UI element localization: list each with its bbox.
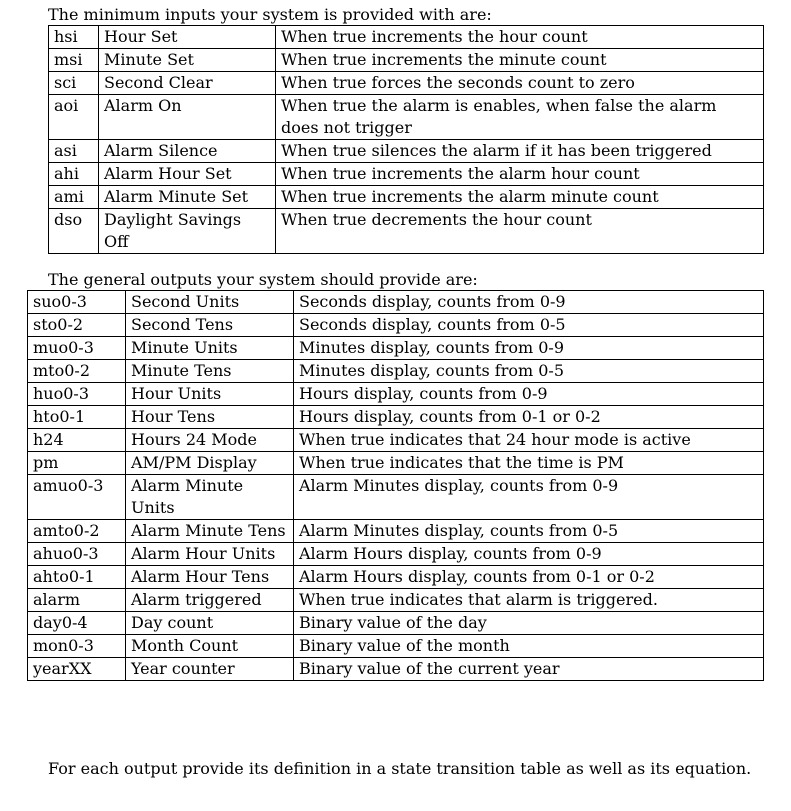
name-cell: Alarm Minute Units [126, 475, 294, 520]
description-cell: When true indicates that alarm is triggered. [294, 589, 764, 612]
signal-cell: mto0-2 [28, 360, 126, 383]
description-cell: Alarm Hours display, counts from 0-9 [294, 543, 764, 566]
description-cell: Seconds display, counts from 0-5 [294, 314, 764, 337]
table-row [28, 566, 764, 589]
description-cell: Binary value of the day [294, 612, 764, 635]
name-cell: Minute Tens [126, 360, 294, 383]
table-row [49, 49, 764, 72]
table-row [49, 186, 764, 209]
signal-cell: pm [28, 452, 126, 475]
signal-cell: hsi [49, 26, 99, 49]
table-row [28, 337, 764, 360]
description-cell: Hours display, counts from 0-9 [294, 383, 764, 406]
name-cell: Month Count [126, 635, 294, 658]
name-cell: Year counter [126, 658, 294, 681]
description-cell: When true the alarm is enables, when false the alarm does not trigger [276, 95, 764, 140]
table-row [49, 72, 764, 95]
name-cell: AM/PM Display [126, 452, 294, 475]
name-cell: Hour Tens [126, 406, 294, 429]
description-cell: When true increments the minute count [276, 49, 764, 72]
table-row [49, 26, 764, 49]
name-cell: Minute Units [126, 337, 294, 360]
table-row [28, 658, 764, 681]
description-cell: When true increments the hour count [276, 26, 764, 49]
description-cell: Seconds display, counts from 0-9 [294, 291, 764, 314]
signal-cell: amto0-2 [28, 520, 126, 543]
signal-cell: huo0-3 [28, 383, 126, 406]
name-cell: Alarm Minute Set [99, 186, 276, 209]
table-row [28, 314, 764, 337]
table-row [28, 520, 764, 543]
table-row [49, 95, 764, 140]
description-cell: Alarm Hours display, counts from 0-1 or 0-2 [294, 566, 764, 589]
signal-cell: h24 [28, 429, 126, 452]
signal-cell: ami [49, 186, 99, 209]
table-row [49, 163, 764, 186]
table-row [28, 635, 764, 658]
signal-cell: day0-4 [28, 612, 126, 635]
table-row [28, 360, 764, 383]
description-cell: Minutes display, counts from 0-9 [294, 337, 764, 360]
name-cell: Alarm Silence [99, 140, 276, 163]
signal-cell: ahi [49, 163, 99, 186]
description-cell: When true indicates that the time is PM [294, 452, 764, 475]
signal-cell: ahuo0-3 [28, 543, 126, 566]
table-row [49, 209, 764, 254]
signal-cell: sto0-2 [28, 314, 126, 337]
name-cell: Second Clear [99, 72, 276, 95]
name-cell: Alarm On [99, 95, 276, 140]
description-cell: Binary value of the current year [294, 658, 764, 681]
description-cell: Hours display, counts from 0-1 or 0-2 [294, 406, 764, 429]
name-cell: Hour Units [126, 383, 294, 406]
closing-paragraph: For each output provide its definition in a state transition table as well as its equation. [48, 759, 752, 778]
name-cell: Alarm Hour Units [126, 543, 294, 566]
name-cell: Alarm Hour Tens [126, 566, 294, 589]
name-cell: Alarm Minute Tens [126, 520, 294, 543]
table-row [49, 140, 764, 163]
name-cell: Alarm triggered [126, 589, 294, 612]
table-row [28, 429, 764, 452]
signal-cell: mon0-3 [28, 635, 126, 658]
table-row [28, 589, 764, 612]
outputs-table [27, 290, 764, 681]
table-row [28, 452, 764, 475]
signal-cell: ahto0-1 [28, 566, 126, 589]
outputs-heading: The general outputs your system should provide are: [48, 270, 478, 289]
table-row [28, 543, 764, 566]
name-cell: Minute Set [99, 49, 276, 72]
signal-cell: hto0-1 [28, 406, 126, 429]
name-cell: Day count [126, 612, 294, 635]
signal-cell: yearXX [28, 658, 126, 681]
description-cell: Minutes display, counts from 0-5 [294, 360, 764, 383]
description-cell: Binary value of the month [294, 635, 764, 658]
description-cell: When true increments the alarm minute count [276, 186, 764, 209]
table-row [28, 475, 764, 520]
name-cell: Daylight Savings Off [99, 209, 276, 254]
name-cell: Second Units [126, 291, 294, 314]
name-cell: Hours 24 Mode [126, 429, 294, 452]
signal-cell: dso [49, 209, 99, 254]
signal-cell: muo0-3 [28, 337, 126, 360]
description-cell: When true forces the seconds count to zero [276, 72, 764, 95]
description-cell: Alarm Minutes display, counts from 0-9 [294, 475, 764, 520]
table-row [28, 291, 764, 314]
table-row [28, 406, 764, 429]
description-cell: When true indicates that 24 hour mode is active [294, 429, 764, 452]
description-cell: When true increments the alarm hour count [276, 163, 764, 186]
name-cell: Alarm Hour Set [99, 163, 276, 186]
description-cell: When true silences the alarm if it has been triggered [276, 140, 764, 163]
table-row [28, 383, 764, 406]
signal-cell: aoi [49, 95, 99, 140]
table-row [28, 612, 764, 635]
name-cell: Second Tens [126, 314, 294, 337]
description-cell: When true decrements the hour count [276, 209, 764, 254]
signal-cell: amuo0-3 [28, 475, 126, 520]
inputs-heading: The minimum inputs your system is provided with are: [48, 5, 492, 24]
signal-cell: alarm [28, 589, 126, 612]
description-cell: Alarm Minutes display, counts from 0-5 [294, 520, 764, 543]
inputs-table [48, 25, 764, 254]
signal-cell: sci [49, 72, 99, 95]
name-cell: Hour Set [99, 26, 276, 49]
signal-cell: suo0-3 [28, 291, 126, 314]
signal-cell: msi [49, 49, 99, 72]
signal-cell: asi [49, 140, 99, 163]
